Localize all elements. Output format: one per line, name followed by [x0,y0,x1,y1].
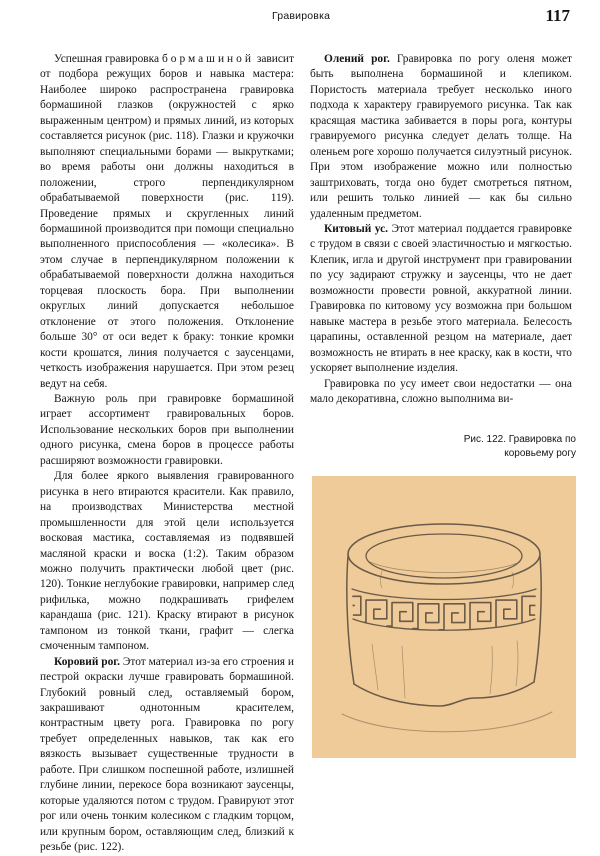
left-column [40,52,294,856]
page-number: 117 [545,6,570,25]
page-header [0,0,600,40]
band-top-line [352,589,536,600]
section-heading-deer-horn: Олений рог. [324,53,390,65]
wall-left [347,556,354,684]
section-heading-whalebone: Китовый ус. [324,222,389,235]
base-contour [354,682,534,706]
engraved-horn-ring-illustration [312,476,576,758]
paragraph-deer-horn: Олений рог. Гравировка по рогу оленя может быть выполнена бормашиной и клепиком. Пористость материала требует несколько иного подхода к характеру гравируемого рисунка. Так как красящая мастика забивается в поры рога, контуры гравируемого рисунка следует делать толще. На оленьем роге хорошо получается силуэтный рисунок. При этом изображение можно или полностью заштриховать, тогда оно будет смотреться пятном, или решить только линией — как бы сильно удаленным предметом. [310,53,573,220]
figure-122 [312,476,576,758]
ground-shadow [342,712,552,732]
rim-inner [366,534,522,578]
paragraph-whalebone-drawbacks: Гравировка по усу имеет свои недостатки — она мало декоративна, сложно выполнима ви- [310,377,572,405]
spaced-word: бормашиной [161,53,254,65]
paragraph-whalebone: Китовый ус. Этот материал поддается гравировке с трудом в связи с своей эластичностью и мягкостью. Клепик, игла и другой инструмент при гравировании по усу задирают стружку и заусенцы, что не дает возможности провести ровной, аккуратной линии. Гравировка по китовому усу возможна при большом навыке мастера в резьбе этого материала. Белесость царапины, оставленной резцом на материале, дает возможность не втирать в нее краску, как в кости, что ускоряет выполнение изделия. [310,222,572,375]
right-column [310,52,572,407]
paragraph-burs: Важную роль при гравировке бормашиной играет ассортимент гравировальных боров. Использование нескольких боров при выполнении одного рисунка, смена боров в процессе работы расширяют возможности гравировки. [40,392,294,467]
meander-band [340,596,548,630]
figure-caption: Рис. 122. Гравировка по коровьему рогу [463,434,576,459]
rim-outer [348,524,540,584]
paragraph-dyes: Для более яркого выявления гравированного рисунка в него втираются красители. Как правило, на производствах Министерства местной промышленности для этой цели используется восковая мастика, составляемая из подвявшей масляной краски и воска (1:2). Таким образом можно получить практически любой цвет (рис. 120). Тонкие неглубокие гравировки, например след рифилька, можно подкрашивать грифелем карандаша (рис. 121). Краску втирают в рисунок тампоном из тонкой ткани, графит — слегка смоченным тампоном. [40,470,294,653]
section-heading-cow-horn: Коровий рог. [54,655,121,668]
paragraph-cow-horn: Коровий рог. Этот материал из-за его строения и пестрой окраски лучше гравировать бормашиной. Глубокий ровный след, оставляемый бором, закрашивают однотонным красителем, контрастным цвету рога. Гравировка по рогу требует определенных навыков, так как его вязкость вызывает существенные трудности в работе. При слишком поспешной работе, излишней глубине линии, перекосе бора возникают заусенцы, которые удаляются потом с трудом. Гравируют этот рог или очень тонким колесиком с гладким торцом, или крупным бором, оставляющим след, близкий к резьбе (рис. 122). [40,655,294,854]
running-title: Гравировка [272,10,331,22]
paragraph-bormashina: Успешная гравировка бормашиной зависит от подбора режущих боров и навыка мастера: Наиболее широко распространена гравировка бормашиной глазков (окружностей с ярко выраженным центром) и прямых линий, из которых составляется рисунок (рис. 118). Глазки и кружочки выполняют специальными борами — выкрутками; во время работы они должны находиться в положении, строго перпендикулярном обрабатываемой поверхности (рис. 119). Проведение прямых и скругленных линий бормашиной производится при помощи специально выполненного приспособления — «колесика». В этом случае в перпендикулярном положении к обрабатываемой поверхности должна находиться торцевая плоскость бора. При выполнении округлых линий допускается небольшое отклонение от этого положения. Отклонение больше 30° от оси ведет к браку: тонкие кромки кости крошатся, линия получается с заусенцами, четкость изображения нарушается. При этом резец ведут на себя. [40,53,294,390]
